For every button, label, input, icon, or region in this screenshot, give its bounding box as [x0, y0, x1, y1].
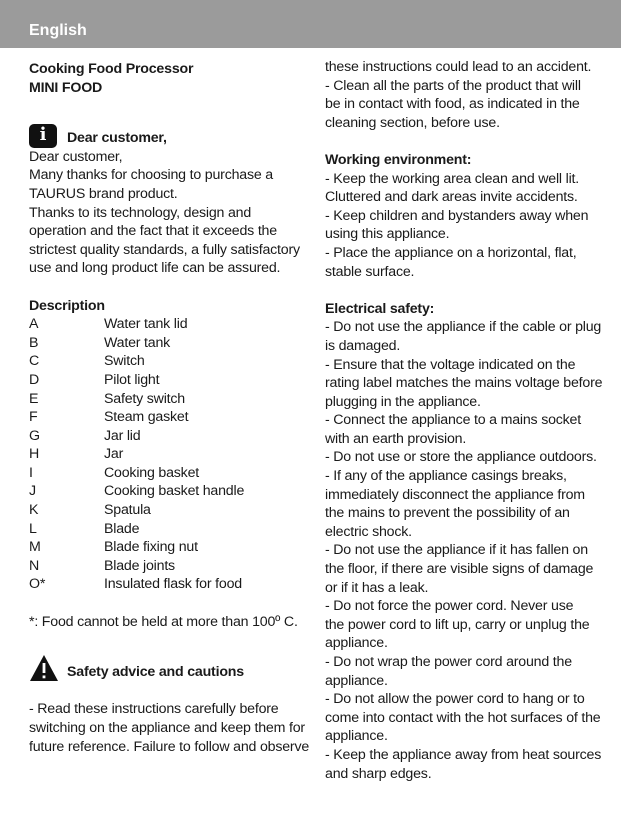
customer-text-line: Thanks to its technology, design and: [29, 204, 252, 221]
part-letter: M: [29, 539, 41, 556]
part-name: Jar: [104, 446, 124, 463]
header-bar: [0, 0, 621, 48]
part-name: Switch: [104, 353, 145, 370]
customer-text-line: strictest quality standards, a fully satisfactory: [29, 241, 300, 258]
working-line: - Keep the working area clean and well lit.: [325, 170, 580, 187]
electrical-line: - Do not force the power cord. Never use: [325, 598, 574, 615]
part-name: Water tank: [104, 334, 171, 351]
electrical-line: - Do not allow the power cord to hang or to: [325, 691, 585, 708]
part-letter: J: [29, 483, 36, 500]
part-name: Steam gasket: [104, 409, 189, 426]
part-row: [29, 482, 301, 501]
customer-text-line: Many thanks for choosing to purchase a: [29, 167, 273, 184]
customer-text-line: use and long product life can be assured.: [29, 260, 281, 277]
electrical-line: - Do not use or store the appliance outdoors.: [325, 449, 597, 466]
safety-text-line: future reference. Failure to follow and observe: [29, 738, 310, 755]
electrical-line: the power cord to lift up, carry or unplug the: [325, 616, 590, 633]
customer-text-line: operation and the fact that it exceeds the: [29, 223, 277, 240]
part-letter: D: [29, 371, 40, 388]
working-block: [325, 170, 595, 282]
electrical-line: is damaged.: [325, 337, 401, 354]
product-title-line-1: Cooking Food Processor: [29, 61, 194, 77]
electrical-line: - If any of the appliance casings breaks,: [325, 468, 567, 485]
part-row: [29, 427, 301, 446]
customer-text-line: TAURUS brand product.: [29, 185, 178, 202]
electrical-line: appliance.: [325, 635, 388, 652]
part-letter: H: [29, 446, 40, 463]
part-row: [29, 352, 301, 371]
electrical-block: [325, 318, 603, 783]
part-name: Spatula: [104, 502, 151, 519]
part-name: Cooking basket handle: [104, 483, 245, 500]
electrical-line: rating label matches the mains voltage before: [325, 375, 603, 392]
part-row: [29, 334, 301, 353]
footnote: *: Food cannot be held at more than 100º C.: [29, 613, 298, 630]
part-row: [29, 520, 301, 539]
right-column: [325, 58, 603, 783]
working-line: Cluttered and dark areas invite accidents.: [325, 189, 578, 206]
part-letter: C: [29, 353, 40, 370]
customer-text-line: Dear customer,: [29, 148, 123, 165]
electrical-line: appliance.: [325, 728, 388, 745]
part-letter: I: [29, 464, 33, 481]
part-row: [29, 501, 301, 520]
electrical-heading: Electrical safety:: [325, 300, 435, 317]
part-name: Pilot light: [104, 371, 160, 388]
electrical-line: immediately disconnect the appliance from: [325, 486, 585, 503]
part-letter: A: [29, 316, 39, 333]
part-name: Blade: [104, 520, 140, 537]
electrical-line: - Keep the appliance away from heat sources: [325, 746, 602, 763]
electrical-line: appliance.: [325, 672, 388, 689]
part-letter: B: [29, 334, 39, 351]
part-letter: O*: [29, 576, 46, 593]
electrical-line: come into contact with the hot surfaces of the: [325, 709, 601, 726]
part-name: Jar lid: [104, 427, 141, 444]
part-name: Cooking basket: [104, 464, 199, 481]
safety-text-line: switching on the appliance and keep them for: [29, 720, 305, 736]
part-name: Water tank lid: [104, 316, 188, 333]
part-row: [29, 575, 301, 594]
electrical-line: and sharp edges.: [325, 765, 432, 782]
part-name: Insulated flask for food: [104, 576, 242, 593]
description-heading: Description: [29, 297, 105, 314]
part-row: [29, 464, 301, 483]
electrical-line: with an earth provision.: [325, 430, 467, 447]
intro-block: [325, 58, 595, 132]
part-name: Blade joints: [104, 557, 175, 574]
left-column: [29, 60, 310, 756]
part-name: Blade fixing nut: [104, 539, 198, 556]
part-row: [29, 445, 301, 464]
working-line: using this appliance.: [325, 226, 450, 243]
electrical-line: the floor, if there are visible signs of damage: [325, 561, 594, 578]
intro-line: cleaning section, before use.: [325, 114, 500, 131]
safety-text-line: - Read these instructions carefully before: [29, 701, 279, 718]
electrical-line: - Ensure that the voltage indicated on the: [325, 356, 576, 373]
working-line: - Place the appliance on a horizontal, flat,: [325, 244, 577, 261]
electrical-line: electric shock.: [325, 523, 412, 540]
customer-heading: Dear customer,: [67, 130, 167, 147]
part-letter: N: [29, 557, 40, 574]
electrical-line: - Do not use the appliance if the cable or plug: [325, 319, 602, 336]
part-letter: K: [29, 502, 39, 519]
part-letter: L: [29, 520, 37, 537]
part-row: [29, 371, 301, 390]
part-name: Safety switch: [104, 390, 185, 407]
parts-list: [29, 315, 301, 594]
part-row: [29, 557, 301, 576]
part-row: [29, 408, 301, 427]
electrical-line: - Do not use the appliance if it has fallen on: [325, 542, 588, 559]
safety-heading: Safety advice and cautions: [67, 664, 244, 681]
info-icon: i: [29, 124, 57, 148]
part-row: [29, 538, 301, 557]
part-letter: F: [29, 409, 38, 426]
electrical-line: - Connect the appliance to a mains socket: [325, 412, 581, 429]
language-label: English: [29, 22, 87, 39]
intro-line: these instructions could lead to an accident.: [325, 59, 592, 75]
safety-heading-row: [29, 650, 301, 682]
intro-line: - Clean all the parts of the product that will: [325, 77, 581, 94]
part-letter: G: [29, 427, 40, 444]
product-title-line-2: MINI FOOD: [29, 79, 103, 96]
working-heading: Working environment:: [325, 151, 472, 168]
part-letter: E: [29, 390, 39, 407]
part-row: [29, 315, 301, 334]
electrical-line: - Do not wrap the power cord around the: [325, 654, 572, 670]
warning-icon: [29, 654, 59, 682]
part-row: [29, 390, 301, 409]
working-line: stable surface.: [325, 263, 415, 280]
electrical-line: or if it has a leak.: [325, 579, 429, 596]
intro-line: be in contact with food, as indicated in the: [325, 96, 580, 113]
electrical-line: the mains to prevent the possibility of an: [325, 505, 570, 522]
working-line: - Keep children and bystanders away when: [325, 207, 589, 224]
electrical-line: plugging in the appliance.: [325, 393, 481, 410]
customer-heading-row: [29, 116, 301, 148]
